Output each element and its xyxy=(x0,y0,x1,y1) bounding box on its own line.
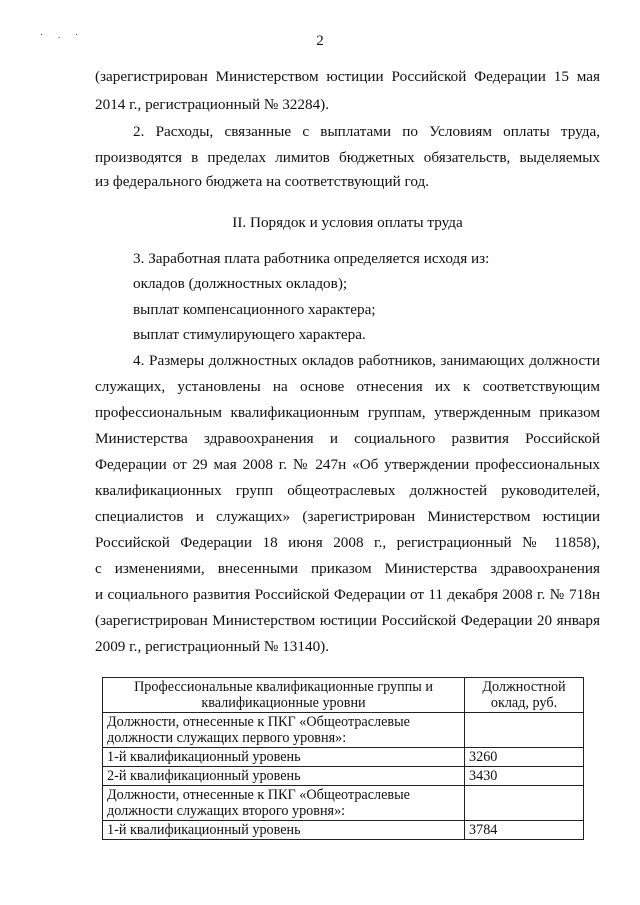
row-label: 1-й квалификационный уровень xyxy=(103,748,465,767)
para4-line: 2009 г., регистрационный № 13140). xyxy=(95,638,330,655)
row-label: 2-й квалификационный уровень xyxy=(103,767,465,786)
para4-line: и социального развития Российской Федерации от 11 декабря 2008 г. № 718н xyxy=(95,586,600,603)
para2-line: из федерального бюджета на соответствующий год. xyxy=(95,173,430,190)
para3-line: 3. Заработная плата работника определяется исходя из: xyxy=(133,250,490,267)
row-value: 3260 xyxy=(465,748,584,767)
table-row xyxy=(103,748,584,767)
row-value xyxy=(465,713,584,748)
table-header-row xyxy=(103,678,584,713)
header-salary: Должностной оклад, руб. xyxy=(465,678,584,713)
para2-line: 2. Расходы, связанные с выплатами по Условиям оплаты труда, xyxy=(133,123,600,140)
para4-line: специалистов и служащих» (зарегистрирован Министерством юстиции xyxy=(95,508,600,525)
row-label: Должности, отнесенные к ПКГ «Общеотраслевые должности служащих первого уровня»: xyxy=(103,713,465,748)
para4-line: квалификационных групп общеотраслевых должностей руководителей, xyxy=(95,482,600,499)
para1-line: (зарегистрирован Министерством юстиции Российской Федерации 15 мая xyxy=(95,68,600,85)
scan-marks: · . · xyxy=(40,30,85,41)
para4-line: 4. Размеры должностных окладов работников, занимающих должности xyxy=(133,352,600,369)
table-row xyxy=(103,786,584,821)
para1-line: 2014 г., регистрационный № 32284). xyxy=(95,96,330,113)
para3-line: выплат компенсационного характера; xyxy=(133,301,376,318)
para4-line: Министерства здравоохранения и социального развития Российской xyxy=(95,430,600,447)
header-groups: Профессиональные квалификационные группы и квалификационные уровни xyxy=(103,678,465,713)
table-row xyxy=(103,821,584,840)
page-number: 2 xyxy=(316,33,324,49)
para4-line: Федерации от 29 мая 2008 г. № 247н «Об утверждении профессиональных xyxy=(95,456,600,473)
table-row xyxy=(103,713,584,748)
para4-line: с изменениями, внесенными приказом Министерства здравоохранения xyxy=(95,560,600,577)
para4-line: Российской Федерации 18 июня 2008 г., регистрационный № 11858), xyxy=(95,534,600,551)
row-label: 1-й квалификационный уровень xyxy=(103,821,465,840)
para4-line: служащих, установлены на основе отнесения их к соответствующим xyxy=(95,378,600,395)
para2-line: производятся в пределах лимитов бюджетных обязательств, выделяемых xyxy=(95,149,600,166)
row-value: 3430 xyxy=(465,767,584,786)
para3-line: окладов (должностных окладов); xyxy=(133,275,348,292)
salary-table xyxy=(102,677,584,840)
para4-line: профессиональным квалификационным группам, утвержденным приказом xyxy=(95,404,600,421)
para3-line: выплат стимулирующего характера. xyxy=(133,326,366,343)
para4-line: (зарегистрирован Министерством юстиции Российской Федерации 20 января xyxy=(95,612,600,629)
row-value: 3784 xyxy=(465,821,584,840)
section-title: II. Порядок и условия оплаты труда xyxy=(232,214,463,231)
row-label: Должности, отнесенные к ПКГ «Общеотраслевые должности служащих второго уровня»: xyxy=(103,786,465,821)
table-row xyxy=(103,767,584,786)
row-value xyxy=(465,786,584,821)
